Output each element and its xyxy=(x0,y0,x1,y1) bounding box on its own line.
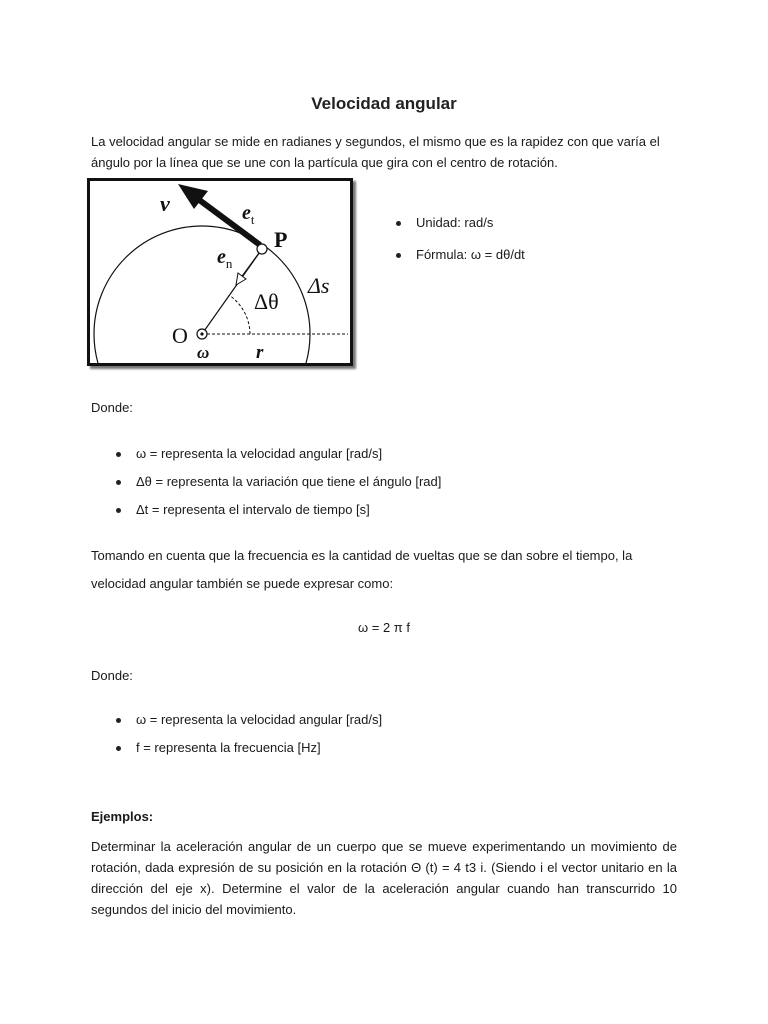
point-p-marker xyxy=(257,244,267,254)
angular-velocity-diagram xyxy=(87,178,353,366)
label-o: O xyxy=(172,323,188,348)
list-item: Δt = representa el intervalo de tiempo [s] xyxy=(116,496,441,524)
label-p: P xyxy=(274,227,288,252)
list-item: Fórmula: ω = dθ/dt xyxy=(396,239,525,271)
label-v: v xyxy=(160,191,170,216)
list-item: Unidad: rad/s xyxy=(396,207,525,239)
definitions-list-2 xyxy=(116,706,382,762)
label-delta-s: Δs xyxy=(308,273,330,298)
examples-heading: Ejemplos: xyxy=(91,809,154,824)
label-omega: ω xyxy=(197,343,210,362)
definitions-list xyxy=(116,440,441,524)
list-item: Δθ = representa la variación que tiene el ángulo [rad] xyxy=(116,468,441,496)
frequency-paragraph-line-2: velocidad angular también se puede expresar como: xyxy=(91,576,394,591)
label-en: $e_n$ xyxy=(217,246,233,271)
label-delta-theta: Δθ xyxy=(254,289,279,314)
list-item: f = representa la frecuencia [Hz] xyxy=(116,734,382,762)
donde-label-2: Donde: xyxy=(91,668,133,683)
center-dot xyxy=(200,332,203,335)
summary-list xyxy=(396,207,525,271)
label-r: r xyxy=(256,342,264,363)
list-item: ω = representa la velocidad angular [rad/s] xyxy=(116,440,441,468)
angle-arc xyxy=(229,295,250,334)
example-paragraph: Determinar la aceleración angular de un cuerpo que se mueve experimentando un movimiento de rotación, dada expresión de su posición en la rotación Θ (t) = 4 t3 i. (Siendo i el vector unitario en la dirección del eje x). Determine el valor de la aceleración angular cuando han transcurrido 10 segundos del inicio del movimiento. xyxy=(91,839,677,917)
donde-label: Donde: xyxy=(91,400,133,415)
intro-paragraph: La velocidad angular se mide en radianes y segundos, el mismo que es la rapidez con que varía el ángulo por la línea que se une con la partícula que gira con el centro de rotación. xyxy=(91,134,660,170)
page-title: Velocidad angular xyxy=(311,94,457,113)
label-et: $e_t$ xyxy=(242,202,255,227)
frequency-formula: ω = 2 π f xyxy=(358,620,410,635)
list-item: ω = representa la velocidad angular [rad/s] xyxy=(116,706,382,734)
frequency-paragraph-line-1: Tomando en cuenta que la frecuencia es la cantidad de vueltas que se dan sobre el tiempo, la xyxy=(91,548,633,563)
